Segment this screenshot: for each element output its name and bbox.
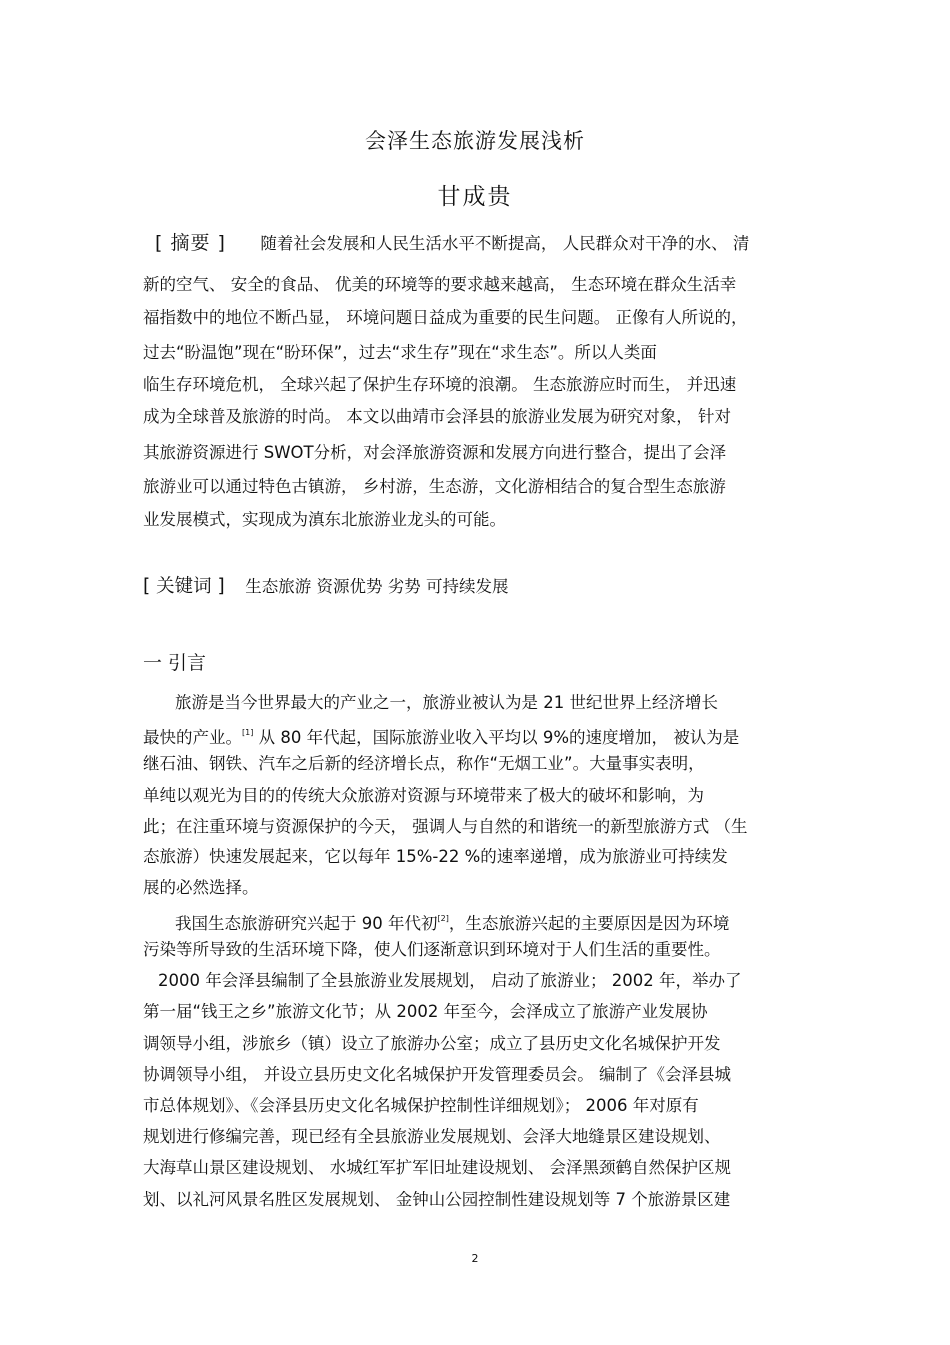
paragraph-line: 市总体规划》、《会泽县历史文化名城保护控制性详细规划》； 2006 年对原有 [143, 1096, 699, 1115]
abstract-label: [ 摘要 ] [155, 232, 226, 254]
keywords-text: 生态旅游 资源优势 劣势 可持续发展 [245, 577, 509, 596]
paragraph-line: 继石油、钢铁、汽车之后新的经济增长点，称作“无烟工业”。大量事实表明， [143, 754, 705, 773]
paragraph-line: 旅游是当今世界最大的产业之一，旅游业被认为是 21 世纪世界上经济增长 [175, 693, 718, 712]
citation-ref: [1] [242, 728, 254, 737]
paragraph-line: 协调领导小组， 并设立县历史文化名城保护开发管理委员会。 编制了《会泽县城 [143, 1065, 731, 1084]
paragraph-line: 调领导小组，涉旅乡（镇）设立了旅游办公室；成立了县历史文化名城保护开发 [143, 1034, 721, 1053]
paragraph-line: 此；在注重环境与资源保护的今天， 强调人与自然的和谐统一的新型旅游方式 （生 [143, 817, 748, 836]
citation-ref: [2] [437, 914, 449, 923]
abstract-line: 业发展模式，实现成为滇东北旅游业龙头的可能。 [143, 510, 506, 529]
paragraph-line: 划、以礼河风景名胜区发展规划、 金钟山公园控制性建设规划等 7 个旅游景区建 [143, 1190, 731, 1209]
abstract-line [155, 232, 749, 255]
abstract-line: 临生存环境危机， 全球兴起了保护生存环境的浪潮。 生态旅游应时而生， 并迅速 [143, 375, 737, 394]
paragraph-line: 大海草山景区建设规划、 水城红军扩军旧址建设规划、 会泽黑颈鹤自然保护区规 [143, 1158, 731, 1177]
abstract-line: 旅游业可以通过特色古镇游， 乡村游，生态游，文化游相结合的复合型生态旅游 [143, 477, 726, 496]
abstract-line: 其旅游资源进行 SWOT分析，对会泽旅游资源和发展方向进行整合，提出了会泽 [143, 443, 727, 462]
section-heading: 一 引言 [143, 652, 207, 674]
author-name: 甘成贵 [437, 184, 513, 210]
paragraph-line: 污染等所导致的生活环境下降，使人们逐渐意识到环境对于人们生活的重要性。 [143, 940, 721, 959]
abstract-line: 过去“盼温饱”现在“盼环保”，过去“求生存”现在“求生态”。所以人类面 [143, 343, 657, 362]
paragraph-line: 第一届“钱王之乡”旅游文化节；从 2002 年至今，会泽成立了旅游产业发展协 [143, 1002, 708, 1021]
keywords-label: [ 关键词 ] [143, 576, 225, 597]
paragraph-line: 规划进行修编完善，现已经有全县旅游业发展规划、会泽大地缝景区建设规划、 [143, 1127, 721, 1146]
keywords-line [143, 576, 508, 598]
page-number: 2 [471, 1252, 479, 1265]
paragraph-line: 单纯以观光为目的的传统大众旅游对资源与环境带来了极大的破坏和影响，为 [143, 786, 704, 805]
abstract-text: 随着社会发展和人民生活水平不断提高， 人民群众对干净的水、 清 [260, 234, 750, 253]
paper-title: 会泽生态旅游发展浅析 [365, 129, 585, 153]
paragraph-line: 最快的产业。[1] 从 80 年代起，国际旅游业收入平均以 9%的速度增加， 被认为是 [143, 728, 740, 747]
paragraph-line: 2000 年会泽县编制了全县旅游业发展规划， 启动了旅游业； 2002 年，举办了 [158, 971, 742, 990]
paragraph-line: 展的必然选择。 [143, 878, 259, 897]
paragraph-line: 态旅游）快速发展起来，它以每年 15%-22 %的速率递增，成为旅游业可持续发 [143, 847, 728, 866]
paragraph-line: 我国生态旅游研究兴起于 90 年代初[2]，生态旅游兴起的主要原因是因为环境 [175, 914, 730, 933]
abstract-line: 福指数中的地位不断凸显， 环境问题日益成为重要的民生问题。 正像有人所说的， [143, 308, 748, 327]
abstract-line: 新的空气、 安全的食品、 优美的环境等的要求越来越高， 生态环境在群众生活幸 [143, 275, 737, 294]
abstract-line: 成为全球普及旅游的时尚。 本文以曲靖市会泽县的旅游业发展为研究对象， 针对 [143, 407, 731, 426]
